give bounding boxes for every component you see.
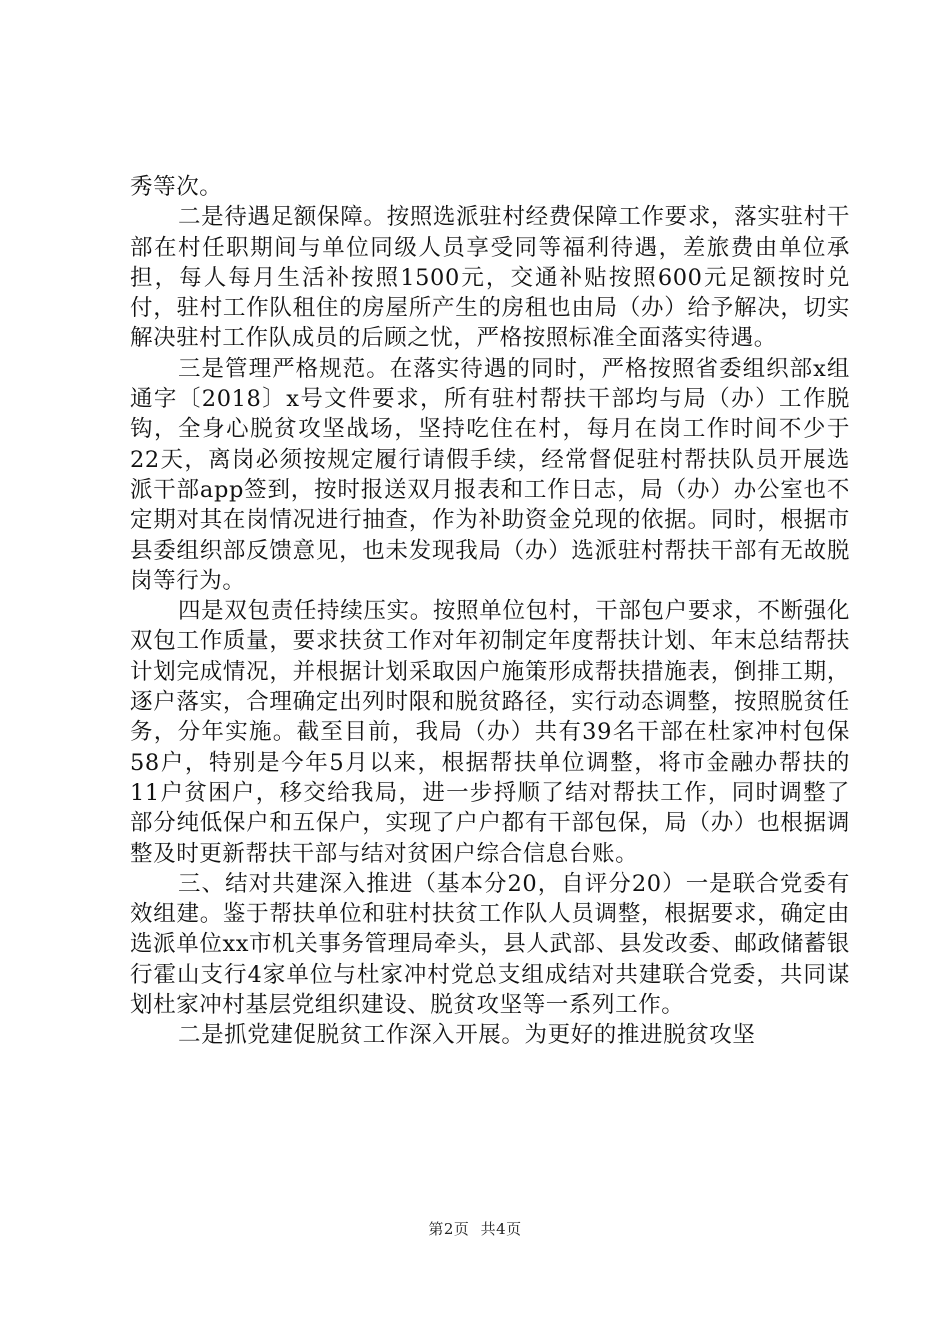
page-footer xyxy=(0,1218,950,1239)
paragraph-party-building: 二是抓党建促脱贫工作深入开展。为更好的推进脱贫攻坚 xyxy=(178,1022,756,1049)
paragraph-treatment-guarantee: 二是待遇足额保障。按照选派驻村经费保障工作要求，落实驻村干部在村任职期间与单位同级人员享受同等福利待遇，差旅费由单位承担，每人每月生活补按照1500元，交通补贴按照600元足额按时兑付，驻村工作队租住的房屋所产生的房租也由局（办）给予解决，切实解决驻村工作队成员的后顾之忧，严格按照标准全面落实待遇。 xyxy=(130,204,850,352)
page-total: 共4页 xyxy=(480,1220,522,1238)
paragraph-dual-responsibility: 四是双包责任持续压实。按照单位包村，干部包户要求，不断强化双包工作质量，要求扶贫工作对年初制定年度帮扶计划、年末总结帮扶计划完成情况，并根据计划采取因户施策形成帮扶措施表，倒排工期，逐户落实，合理确定出列时限和脱贫路径，实行动态调整，按照脱贫任务，分年实施。截至目前，我局（办）共有39名干部在杜家冲村包保58户，特别是今年5月以来，根据帮扶单位调整，将市金融办帮扶的11户贫困户，移交给我局，进一步捋顺了结对帮扶工作，同时调整了部分纯低保户和五保户，实现了户户都有干部包保，局（办）也根据调整及时更新帮扶干部与结对贫困户综合信息台账。 xyxy=(130,598,850,867)
page-number: 第2页 xyxy=(428,1220,470,1238)
paragraph-continuation: 秀等次。 xyxy=(130,174,223,200)
document-body xyxy=(130,172,850,1051)
paragraph-management-standards: 三是管理严格规范。在落实待遇的同时，严格按照省委组织部x组通字〔2018〕x号文件要求，所有驻村帮扶干部均与局（办）工作脱钩，全身心脱贫攻坚战场，坚持吃住在村，每月在岗工作时间不少于22天，离岗必须按规定履行请假手续，经常督促驻村帮扶队员开展选派干部app签到，按时报送双月报表和工作日志，局（办）办公室也不定期对其在岗情况进行抽查，作为补助资金兑现的依据。同时，根据市县委组织部反馈意见，也未发现我局（办）选派驻村帮扶干部有无故脱岗等行为。 xyxy=(130,355,850,594)
paragraph-joint-construction: 三、结对共建深入推进（基本分20，自评分20）一是联合党委有效组建。鉴于帮扶单位和驻村扶贫工作队人员调整，根据要求，确定由选派单位xx市机关事务管理局牵头，县人武部、县发改委、邮政储蓄银行霍山支行4家单位与杜家冲村党总支组成结对共建联合党委，共同谋划杜家冲村基层党组织建设、脱贫攻坚等一系列工作。 xyxy=(130,870,850,1019)
